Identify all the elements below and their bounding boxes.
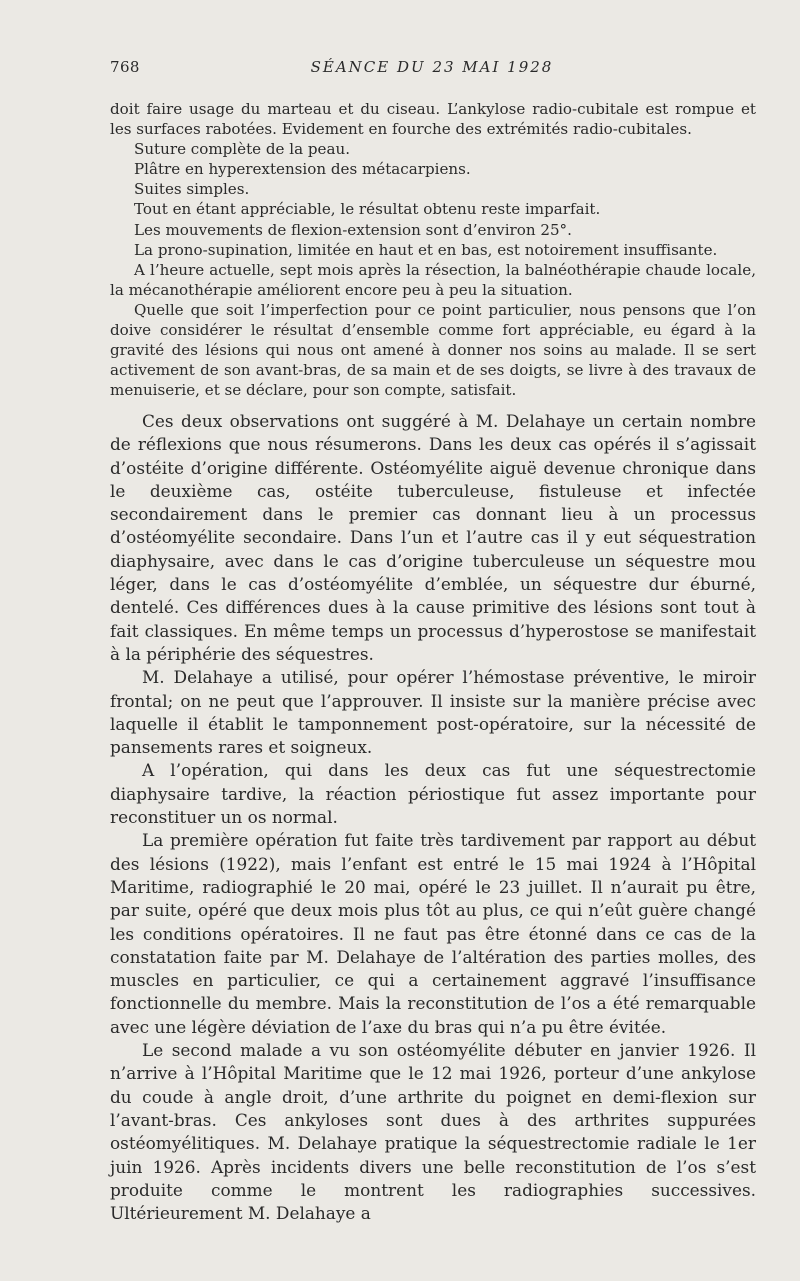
paragraph: Quelle que soit l’imperfection pour ce point particulier, nous pensons que l’on doive considérer le résultat d’ensemble comme fort appréciable, eu égard à la gravité des lésions qui nous ont amené à donner nos soins au malade. Il se sert activement de son avant-bras, de sa main et de ses doigts, se livre à des travaux de menuiserie, et se déclare, pour son compte, satisfait. [110, 300, 756, 400]
running-title: SÉANCE DU 23 MAI 1928 [310, 58, 554, 76]
paragraph: A l’opération, qui dans les deux cas fut une séquestrectomie diaphysaire tardive, la réaction périostique fut assez importante pour reconstituer un os normal. [110, 760, 756, 828]
paragraph: Les mouvements de flexion-extension sont d’environ 25°. [134, 220, 572, 239]
paragraph: La prono-supination, limitée en haut et en bas, est notoirement insuffisante. [134, 240, 718, 259]
paragraph: Plâtre en hyperextension des métacarpiens. [134, 160, 471, 179]
paragraph: Suites simples. [134, 180, 250, 199]
page-number: 768 [110, 58, 140, 76]
paragraph: La première opération fut faite très tardivement par rapport au début des lésions (1922), mais l’enfant est entré le 15 mai 1924 à l’Hôpital Maritime, radiographié le 20 mai, opéré le 23 juillet. Il n’aurait pu être, par suite, opéré que deux mois plus tôt au plus, ce qui n’eût guère changé les conditions opératoires. Il ne faut pas être étonné dans ce cas de la constatation faite par M. Delahaye de l’altération des parties molles, des muscles en particulier, ce qui a certainement aggravé l’insuffisance fonctionnelle du membre. Mais la reconstitution de l’os a été remarquable avec une légère déviation de l’axe du bras qui n’a pu être évitée. [110, 830, 756, 1037]
paragraph: Le second malade a vu son ostéomyélite débuter en janvier 1926. Il n’arrive à l’Hôpital Maritime que le 12 mai 1926, porteur d’une ankylose du coude à angle droit, d’une arthrite du poignet en demi-flexion sur l’avant-bras. Ces ankyloses sont dues à des arthrites suppurées ostéomyélitiques. M. Delahaye pratique la séquestrectomie radiale le 1er juin 1926. Après incidents divers une belle reconstitution de l’os s’est produite comme le montrent les radiographies successives. Ultérieurement M. Delahaye a [110, 1040, 756, 1224]
paragraph: A l’heure actuelle, sept mois après la résection, la balnéothérapie chaude locale, la mécanothérapie améliorent encore peu à peu la situation. [110, 260, 756, 299]
paragraph: doit faire usage du marteau et du ciseau. L’ankylose radio-cubitale est rompue et les surfaces rabotées. Evidement en fourche des extrémités radio-cubitales. [110, 100, 756, 139]
paragraph: M. Delahaye a utilisé, pour opérer l’hémostase préventive, le miroir frontal; on ne peut que l’approuver. Il insiste sur la manière précise avec laquelle il établit le tamponnement post-opératoire, sur la nécessité de pansements rares et soigneux. [110, 667, 756, 758]
case-report-text [110, 99, 756, 400]
commentary-text [110, 410, 756, 1225]
paragraph: Ces deux observations ont suggéré à M. Delahaye un certain nombre de réflexions que nous résumerons. Dans les deux cas opérés il s’agissait d’ostéite d’origine différente. Ostéomyélite aiguë devenue chronique dans le deuxième cas, ostéite tuberculeuse, fistuleuse et infectée secondairement dans le premier cas donnant lieu à un processus d’ostéomyélite secondaire. Dans l’un et l’autre cas il y eut séquestration diaphysaire, avec dans le cas d’origine tuberculeuse un séquestre mou léger, dans le cas d’ostéomyélite d’emblée, un séquestre dur éburné, dentelé. Ces différences dues à la cause primitive des lésions sont tout à fait classiques. En même temps un processus d’hyperostose se manifestait à la périphérie des séquestres. [110, 411, 756, 664]
paragraph: Tout en étant appréciable, le résultat obtenu reste imparfait. [134, 200, 601, 219]
page-header [110, 58, 754, 80]
paragraph: Suture complète de la peau. [134, 140, 350, 159]
